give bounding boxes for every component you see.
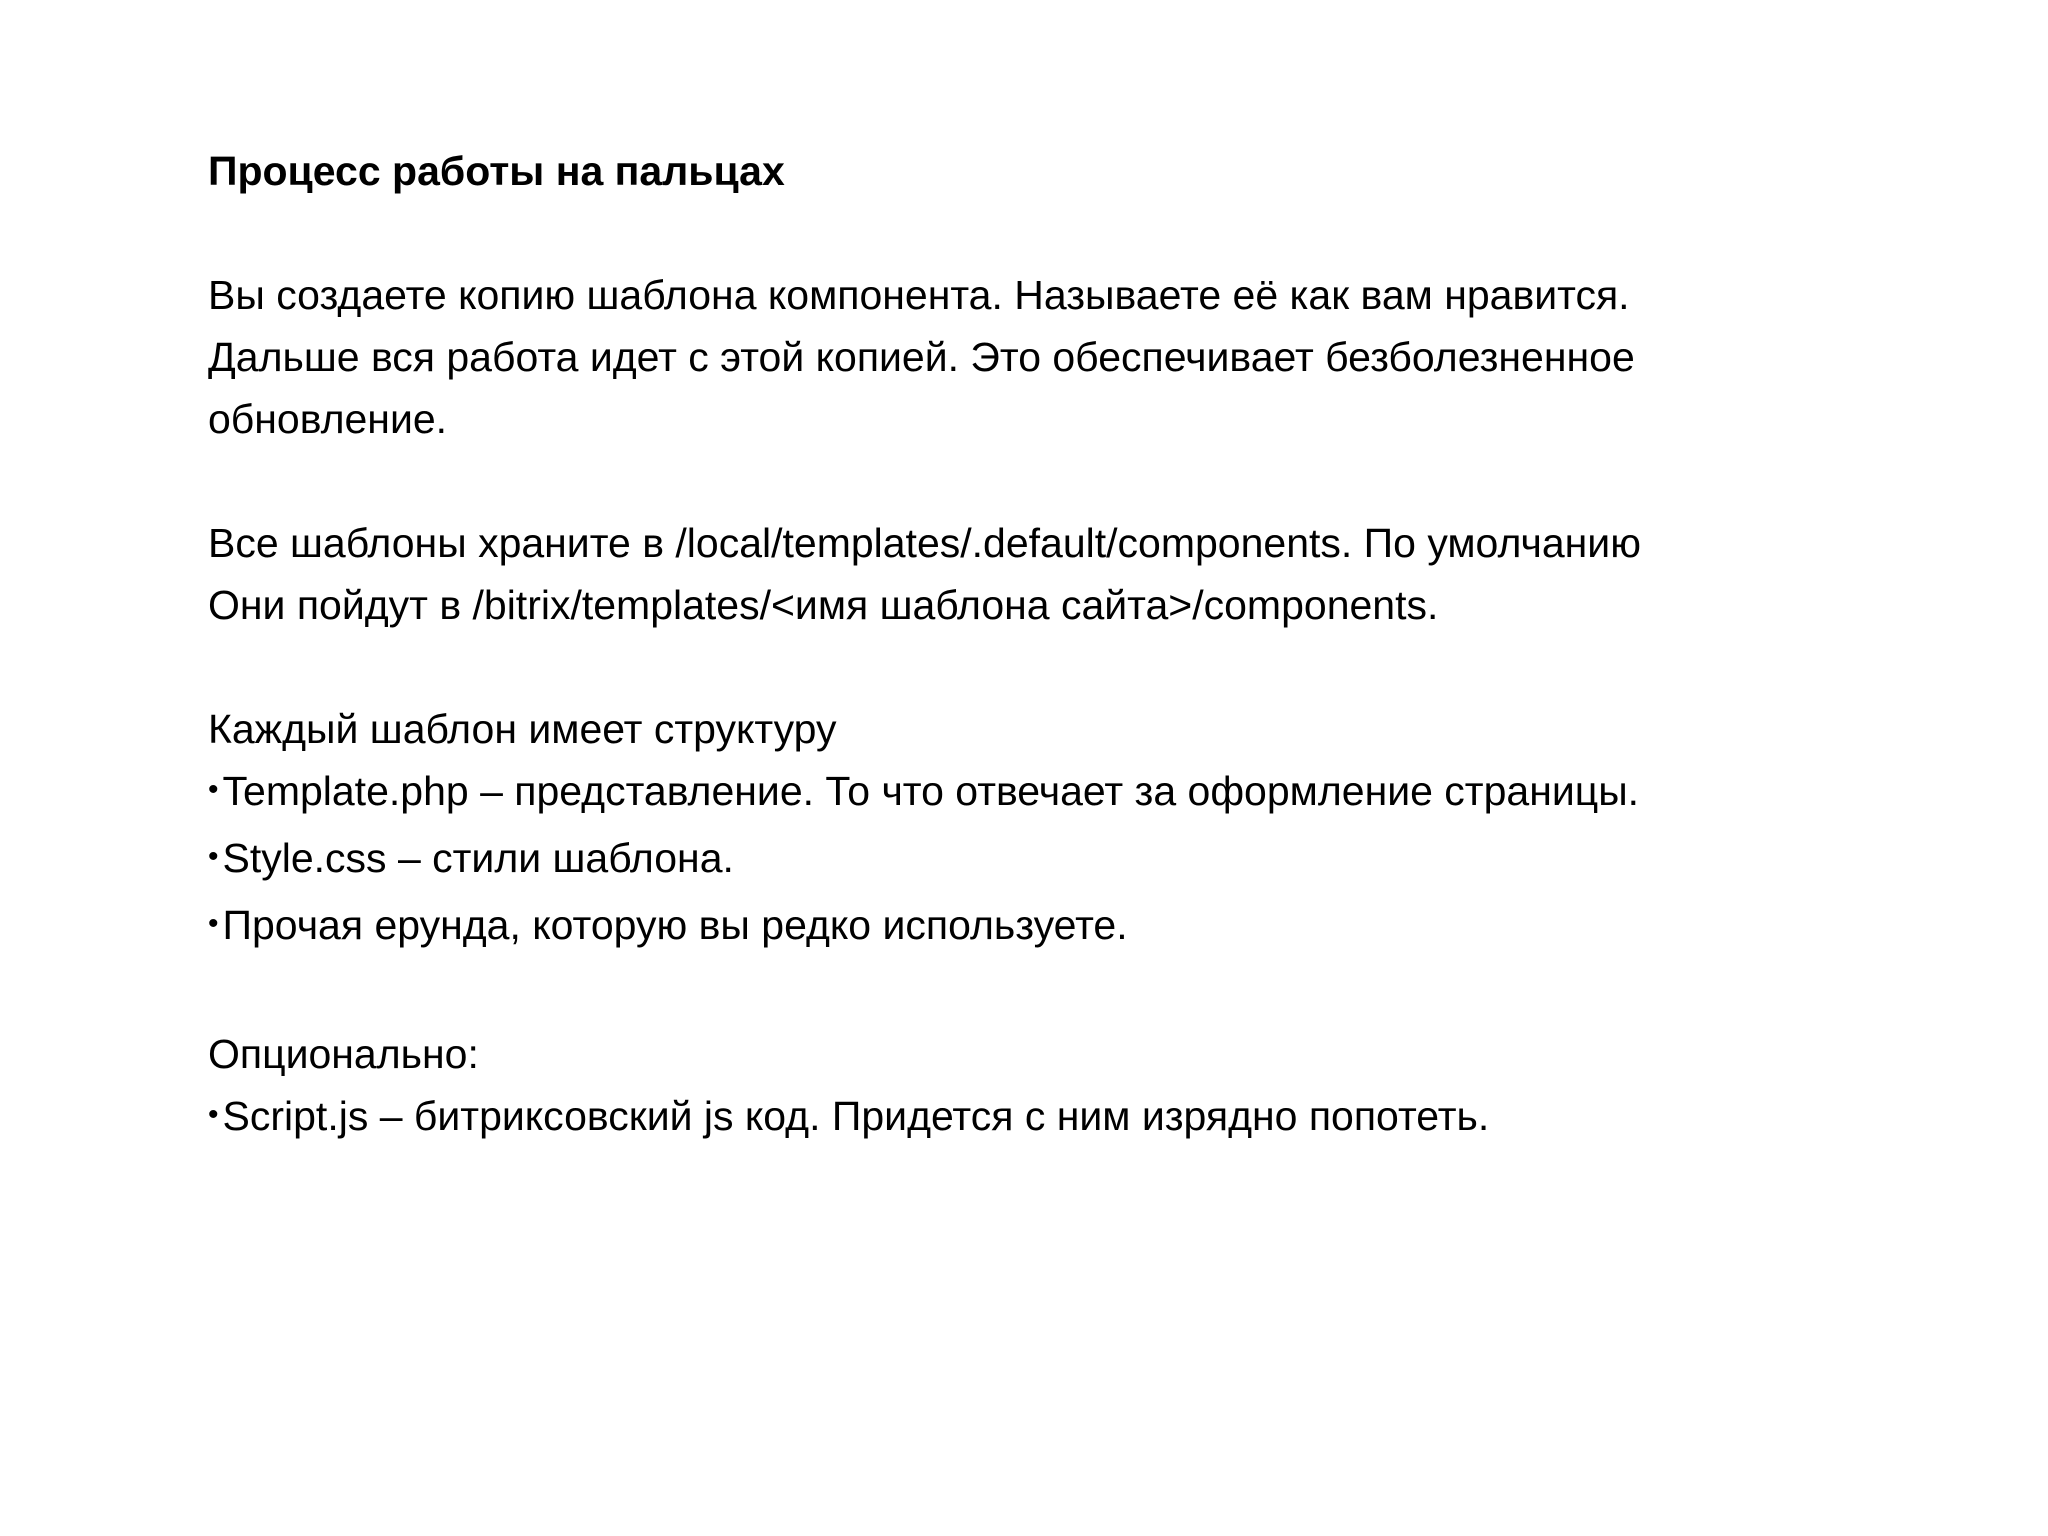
bullet-icon: • bbox=[208, 907, 219, 940]
optional-heading: Опционально: bbox=[208, 1031, 479, 1077]
paragraph-copy-line-2: Дальше вся работа идет с этой копией. Это обеспечивает безболезненное bbox=[208, 334, 1635, 380]
structure-item-text: Style.css – стили шаблона. bbox=[222, 835, 734, 881]
paragraph-paths-line-2: Они пойдут в /bitrix/templates/<имя шаблона сайта>/components. bbox=[208, 582, 1439, 628]
spacer bbox=[208, 202, 1968, 264]
structure-item-text: Template.php – представление. То что отвечает за оформление страницы. bbox=[222, 768, 1640, 814]
bullet-icon: • bbox=[208, 840, 219, 873]
structure-list-item bbox=[208, 827, 1968, 894]
structure-list-item bbox=[208, 760, 1968, 827]
slide-title: Процесс работы на пальцах bbox=[208, 148, 785, 194]
optional-item-text: Script.js – битриксовский js код. Придется с ним изрядно попотеть. bbox=[222, 1093, 1490, 1139]
structure-heading: Каждый шаблон имеет структуру bbox=[208, 706, 837, 752]
paragraph-paths-line-1: Все шаблоны храните в /local/templates/.default/components. По умолчанию bbox=[208, 520, 1641, 566]
spacer bbox=[208, 450, 1968, 512]
bullet-icon: • bbox=[208, 1098, 219, 1131]
slide-content bbox=[208, 140, 1968, 1152]
optional-list-item bbox=[208, 1085, 1968, 1152]
paragraph-copy-line-1: Вы создаете копию шаблона компонента. Называете её как вам нравится. bbox=[208, 272, 1630, 318]
spacer bbox=[208, 636, 1968, 698]
structure-list-item bbox=[208, 894, 1968, 961]
structure-item-text: Прочая ерунда, которую вы редко используете. bbox=[222, 902, 1128, 948]
spacer bbox=[208, 961, 1968, 1023]
bullet-icon: • bbox=[208, 773, 219, 806]
paragraph-copy-line-3: обновление. bbox=[208, 396, 448, 442]
